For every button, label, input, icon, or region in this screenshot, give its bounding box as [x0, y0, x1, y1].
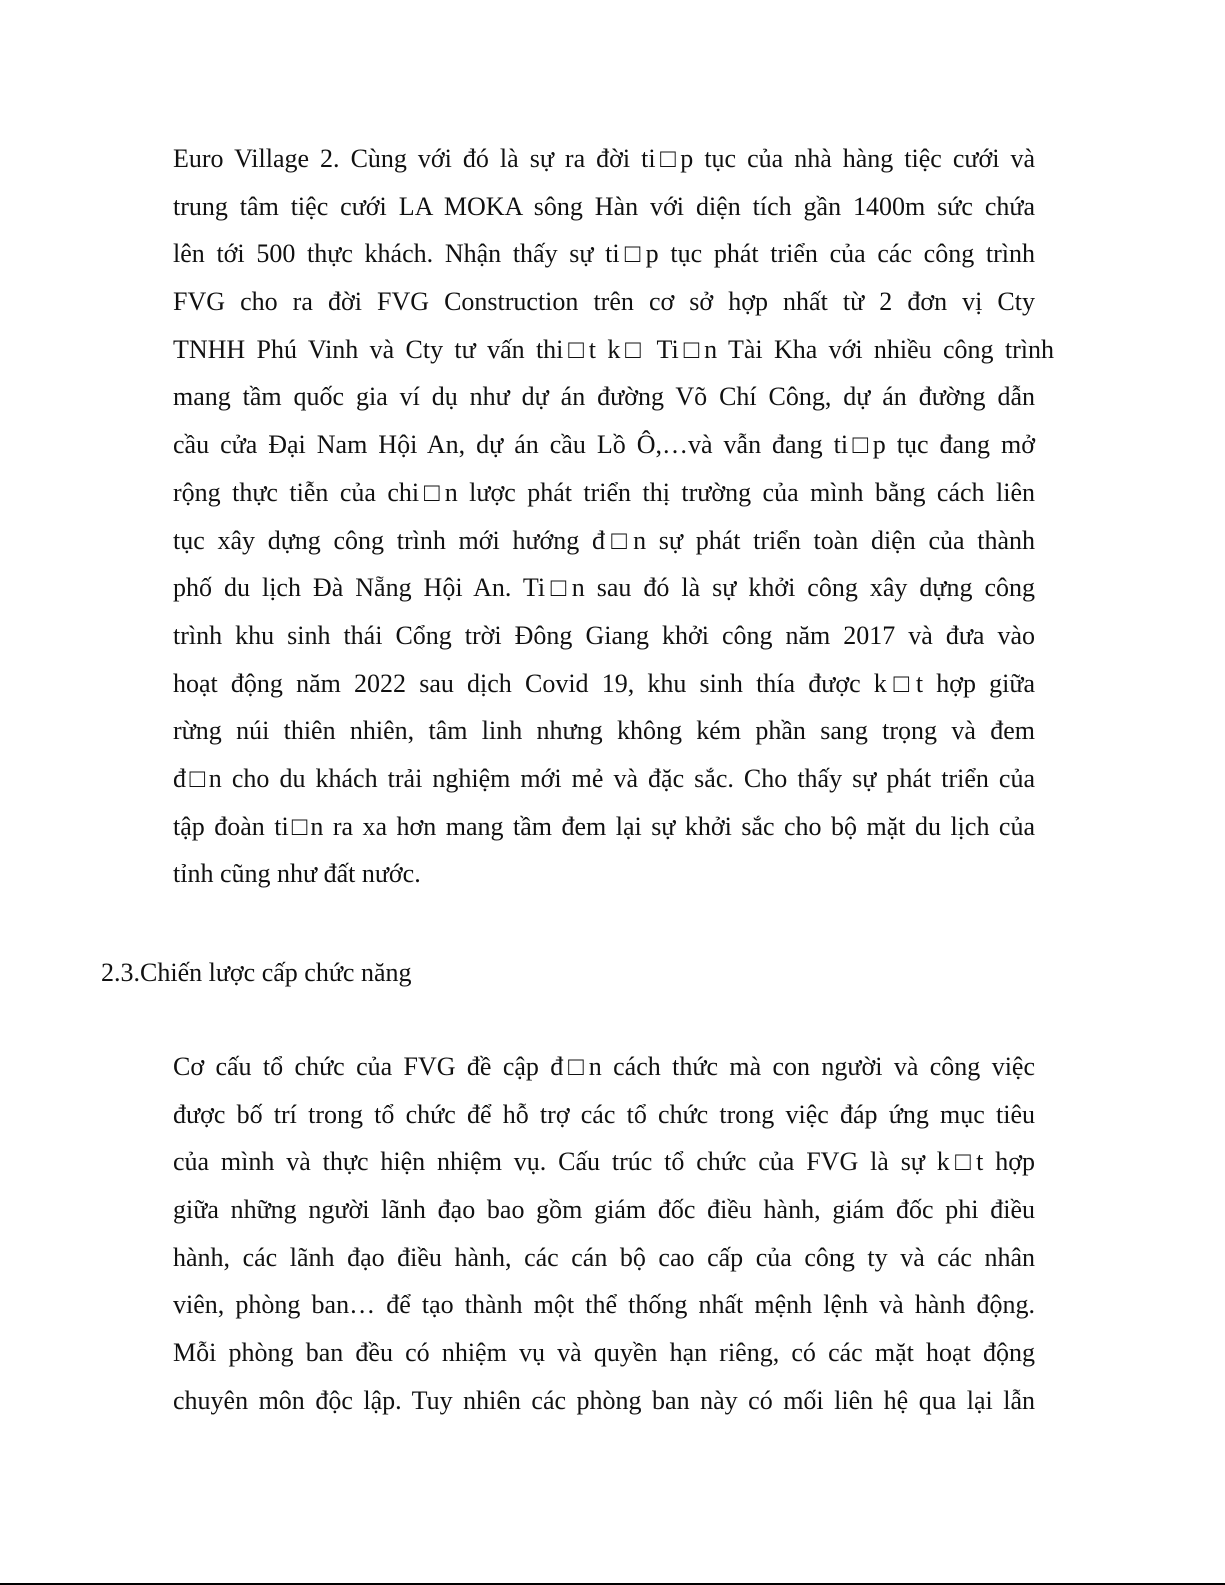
- paragraph-line: lên tới 500 thực khách. Nhận thấy sự ti□p tục phát triển của các công trình: [173, 239, 1035, 269]
- paragraph-line: cầu cửa Đại Nam Hội An, dự án cầu Lồ Ô,…và vẫn đang ti□p tục đang mở: [173, 430, 1035, 460]
- paragraph-line: Cơ cấu tổ chức của FVG đề cập đ□n cách thức mà con người và công việc: [173, 1052, 1035, 1081]
- paragraph-line: giữa những người lãnh đạo bao gồm giám đốc điều hành, giám đốc phi điều: [173, 1195, 1035, 1225]
- paragraph-line: TNHH Phú Vinh và Cty tư vấn thi□t k□ Ti□n Tài Kha với nhiều công trình: [173, 334, 1054, 364]
- paragraph-line: rộng thực tiễn của chi□n lược phát triển thị trường của mình bằng cách liên: [173, 477, 1035, 507]
- paragraph-line: FVG cho ra đời FVG Construction trên cơ sở hợp nhất từ 2 đơn vị Cty: [173, 287, 1035, 317]
- paragraph-line: Mỗi phòng ban đều có nhiệm vụ và quyền hạn riêng, có các mặt hoạt động: [173, 1338, 1035, 1368]
- paragraph-line: Euro Village 2. Cùng với đó là sự ra đời ti□p tục của nhà hàng tiệc cưới và: [173, 144, 1035, 173]
- paragraph-line: của mình và thực hiện nhiệm vụ. Cấu trúc tổ chức của FVG là sự k□t hợp: [173, 1147, 1035, 1177]
- paragraph-line: rừng núi thiên nhiên, tâm linh nhưng không kém phần sang trọng và đem: [173, 716, 1035, 746]
- paragraph-line: đ□n cho du khách trải nghiệm mới mẻ và đặc sắc. Cho thấy sự phát triển của: [173, 763, 1035, 793]
- paragraph-line: được bố trí trong tổ chức để hỗ trợ các tổ chức trong việc đáp ứng mục tiêu: [173, 1099, 1035, 1129]
- paragraph-line: chuyên môn độc lập. Tuy nhiên các phòng ban này có mối liên hệ qua lại lẫn: [173, 1385, 1035, 1415]
- paragraph-line: viên, phòng ban… để tạo thành một thể thống nhất mệnh lệnh và hành động.: [173, 1290, 1035, 1320]
- paragraph-line: phố du lịch Đà Nẵng Hội An. Ti□n sau đó là sự khởi công xây dựng công: [173, 573, 1035, 603]
- paragraph-line: tập đoàn ti□n ra xa hơn mang tầm đem lại sự khởi sắc cho bộ mặt du lịch của: [173, 811, 1035, 841]
- paragraph-line: hoạt động năm 2022 sau dịch Covid 19, khu sinh thía được k□t hợp giữa: [173, 668, 1035, 698]
- body-paragraph-structure: [173, 1043, 1035, 1425]
- section-heading: 2.3.Chiến lược cấp chức năng: [101, 958, 412, 987]
- paragraph-line: trình khu sinh thái Cổng trời Đông Giang khởi công năm 2017 và đưa vào: [173, 620, 1035, 650]
- paragraph-line: hành, các lãnh đạo điều hành, các cán bộ cao cấp của công ty và các nhân: [173, 1242, 1035, 1272]
- paragraph-line: tục xây dựng công trình mới hướng đ□n sự phát triển toàn diện của thành: [173, 525, 1035, 555]
- body-paragraph-history: [173, 135, 1054, 898]
- paragraph-line: tỉnh cũng như đất nước.: [173, 859, 421, 889]
- paragraph-line: trung tâm tiệc cưới LA MOKA sông Hàn với diện tích gần 1400m sức chứa: [173, 191, 1035, 221]
- paragraph-line: mang tầm quốc gia ví dụ như dự án đường Võ Chí Công, dự án đường dẫn: [173, 382, 1035, 412]
